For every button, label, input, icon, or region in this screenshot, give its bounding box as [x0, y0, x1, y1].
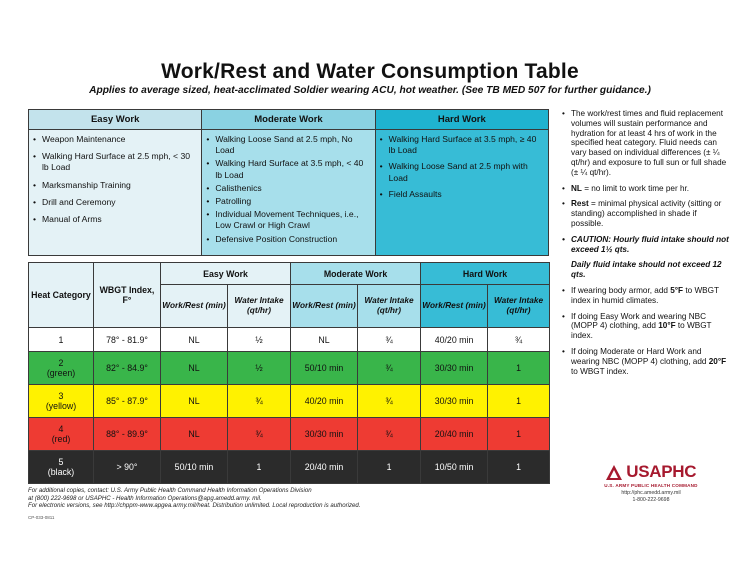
activity-item: • Marksmanship Training — [33, 180, 197, 191]
heat-category-cell — [29, 385, 94, 418]
activity-item: • Walking Loose Sand at 2.5 mph with Load — [380, 161, 544, 183]
note-text: to WBGT index. — [571, 321, 712, 341]
activity-header-hard: Hard Work — [376, 110, 548, 130]
heat-category-table — [28, 262, 550, 484]
hard-water-header: Water Intake (qt/hr) — [488, 285, 550, 328]
easy-water-header: Water Intake (qt/hr) — [228, 285, 291, 328]
category-number: 1 — [58, 334, 64, 345]
easy-work-rest-cell: NL — [161, 385, 228, 418]
moderate-water-cell: ¾ — [358, 385, 421, 418]
moderate-work-rest-cell: 40/20 min — [291, 385, 358, 418]
category-color: (black) — [47, 467, 75, 477]
category-color: (green) — [46, 368, 76, 378]
activity-table — [28, 109, 549, 256]
activity-list-easy — [29, 130, 201, 225]
easy-water-cell: ½ — [228, 328, 291, 352]
category-number: 5 — [58, 457, 64, 467]
activity-item: • Defensive Position Construction — [206, 234, 370, 245]
table-row — [29, 418, 550, 451]
wbgt-cell: 88° - 89.9° — [94, 418, 161, 451]
activity-item: • Weapon Maintenance — [33, 134, 197, 145]
footer-line: For electronic versions, see http://chppm-www.apgea.army.mil/heat. Distribution unlimited. Local reproduction is authorized. — [28, 502, 361, 510]
caution-note: Daily fluid intake should not exceed 12 qts. — [571, 260, 722, 280]
logo-command-name: U.S. ARMY PUBLIC HEALTH COMMAND — [604, 483, 698, 488]
easy-water-cell: ½ — [228, 352, 291, 385]
hard-water-cell: 1 — [488, 451, 550, 484]
moderate-water-cell: ¾ — [358, 418, 421, 451]
moderate-work-rest-cell: 20/40 min — [291, 451, 358, 484]
hard-work-header: Hard Work — [421, 263, 550, 285]
activity-item: • Walking Hard Surface at 3.5 mph, < 40 lb Load — [206, 158, 370, 180]
heat-category-cell — [29, 451, 94, 484]
note-term: Rest — [571, 199, 589, 209]
hard-work-rest-cell: 10/50 min — [421, 451, 488, 484]
wbgt-cell: > 90° — [94, 451, 161, 484]
note-text: to WBGT index. — [571, 366, 629, 376]
logo-phone: 1-800-222-9698 — [632, 497, 670, 503]
caution-note: • CAUTION: Hourly fluid intake should not exceed 1½ qts. — [562, 235, 730, 255]
activity-header-easy: Easy Work — [29, 110, 201, 130]
moderate-water-header: Water Intake (qt/hr) — [358, 285, 421, 328]
note-text: If doing Easy Work and wearing NBC (MOPP 4) clothing, add — [571, 311, 707, 331]
hard-work-rest-cell: 30/30 min — [421, 385, 488, 418]
activity-item: • Patrolling — [206, 196, 370, 207]
category-number: 4 — [58, 424, 64, 434]
footer — [28, 487, 568, 521]
heat-category-header: Heat Category — [29, 263, 94, 328]
activity-item: • Calisthenics — [206, 183, 370, 194]
easy-work-rest-cell: NL — [161, 418, 228, 451]
moderate-work-rest-cell: 30/30 min — [291, 418, 358, 451]
moderate-work-rest-cell: 50/10 min — [291, 352, 358, 385]
hard-water-cell: 1 — [488, 418, 550, 451]
easy-work-rest-header: Work/Rest (min) — [161, 285, 228, 328]
hard-water-cell: ¾ — [488, 328, 550, 352]
note-value: 20°F — [708, 356, 727, 366]
activity-list-moderate — [202, 130, 374, 245]
activity-column-hard — [376, 110, 548, 255]
wbgt-cell: 82° - 84.9° — [94, 352, 161, 385]
easy-work-header: Easy Work — [161, 263, 291, 285]
heat-category-cell — [29, 418, 94, 451]
note-text: = no limit to work time per hr. — [581, 183, 690, 193]
activity-item: • Walking Hard Surface at 3.5 mph, ≥ 40 lb Load — [380, 134, 544, 156]
hard-work-rest-header: Work/Rest (min) — [421, 285, 488, 328]
category-number: 2 — [58, 358, 64, 368]
easy-work-rest-cell: 50/10 min — [161, 451, 228, 484]
note-item: • The work/rest times and fluid replacement volumes will sustain performance and hydration for at least 4 hrs of work in the specified heat category. Fluid needs can vary based on individual differences (± ¼ qt/hr) and exposure to full sun or full shade (± ¼ qt/hr). — [562, 109, 730, 178]
hard-water-cell: 1 — [488, 352, 550, 385]
moderate-work-header: Moderate Work — [291, 263, 421, 285]
document-code: CP-033-0811 — [28, 514, 55, 520]
activity-column-easy — [29, 110, 202, 255]
note-item — [562, 347, 730, 376]
category-number: 3 — [58, 391, 64, 401]
note-value: 5°F — [670, 285, 684, 295]
note-text: If doing Moderate or Hard Work and wearing NBC (MOPP 4) clothing, add — [571, 346, 709, 366]
activity-item: • Drill and Ceremony — [33, 197, 197, 208]
table-row — [29, 451, 550, 484]
footer-line: For additional copies, contact: U.S. Army Public Health Command Health Information Operations Division — [28, 487, 312, 494]
category-color: (yellow) — [45, 401, 77, 411]
moderate-water-cell: ¾ — [358, 328, 421, 352]
note-term: NL — [571, 183, 582, 193]
easy-water-cell: ¾ — [228, 385, 291, 418]
table-row — [29, 352, 550, 385]
usaphc-emblem-icon — [606, 465, 622, 480]
page-title: Work/Rest and Water Consumption Table — [161, 60, 579, 83]
heat-category-cell — [29, 328, 94, 352]
activity-column-moderate — [202, 110, 375, 255]
usaphc-logo — [586, 462, 716, 503]
moderate-water-cell: ¾ — [358, 352, 421, 385]
easy-water-cell: 1 — [228, 451, 291, 484]
wbgt-cell: 85° - 87.9° — [94, 385, 161, 418]
note-item — [562, 184, 730, 194]
page-subtitle: Applies to average sized, heat-acclimated Soldier wearing ACU, hot weather. (See TB MED 507 for further guidance.) — [89, 85, 651, 96]
note-item — [562, 312, 730, 341]
note-item — [562, 286, 730, 306]
note-item — [562, 199, 730, 228]
note-text: = minimal physical activity (sitting or standing) accomplished in shade if possible. — [571, 199, 722, 228]
activity-list-hard — [376, 130, 548, 200]
logo-wordmark: USAPHC — [626, 462, 697, 481]
table-row — [29, 328, 550, 352]
easy-work-rest-cell: NL — [161, 352, 228, 385]
note-text: to WBGT index in humid climates. — [571, 285, 719, 305]
hard-work-rest-cell: 30/30 min — [421, 352, 488, 385]
hard-work-rest-cell: 20/40 min — [421, 418, 488, 451]
wbgt-header: WBGT Index, F° — [94, 263, 161, 328]
moderate-work-rest-cell: NL — [291, 328, 358, 352]
moderate-water-cell: 1 — [358, 451, 421, 484]
activity-item: • Walking Loose Sand at 2.5 mph, No Load — [206, 134, 370, 156]
logo-url[interactable]: http://phc.amedd.army.mil — [621, 490, 681, 496]
category-color: (red) — [51, 434, 71, 444]
activity-item: • Walking Hard Surface at 2.5 mph, < 30 lb Load — [33, 151, 197, 173]
activity-item: • Manual of Arms — [33, 214, 197, 225]
easy-water-cell: ¾ — [228, 418, 291, 451]
wbgt-cell: 78° - 81.9° — [94, 328, 161, 352]
note-value: 10°F — [658, 321, 676, 331]
activity-item: • Field Assaults — [380, 189, 544, 200]
footer-line: at (800) 222-9698 or USAPHC - Health Information Operations@apg.amedd.army. mil. — [28, 494, 262, 502]
heat-category-cell — [29, 352, 94, 385]
notes-panel — [562, 109, 730, 382]
easy-work-rest-cell: NL — [161, 328, 228, 352]
table-row — [29, 385, 550, 418]
hard-work-rest-cell: 40/20 min — [421, 328, 488, 352]
activity-item: • Individual Movement Techniques, i.e., Low Crawl or High Crawl — [206, 209, 370, 231]
hard-water-cell: 1 — [488, 385, 550, 418]
moderate-work-rest-header: Work/Rest (min) — [291, 285, 358, 328]
note-text: If wearing body armor, add — [571, 285, 671, 295]
activity-header-moderate: Moderate Work — [202, 110, 374, 130]
